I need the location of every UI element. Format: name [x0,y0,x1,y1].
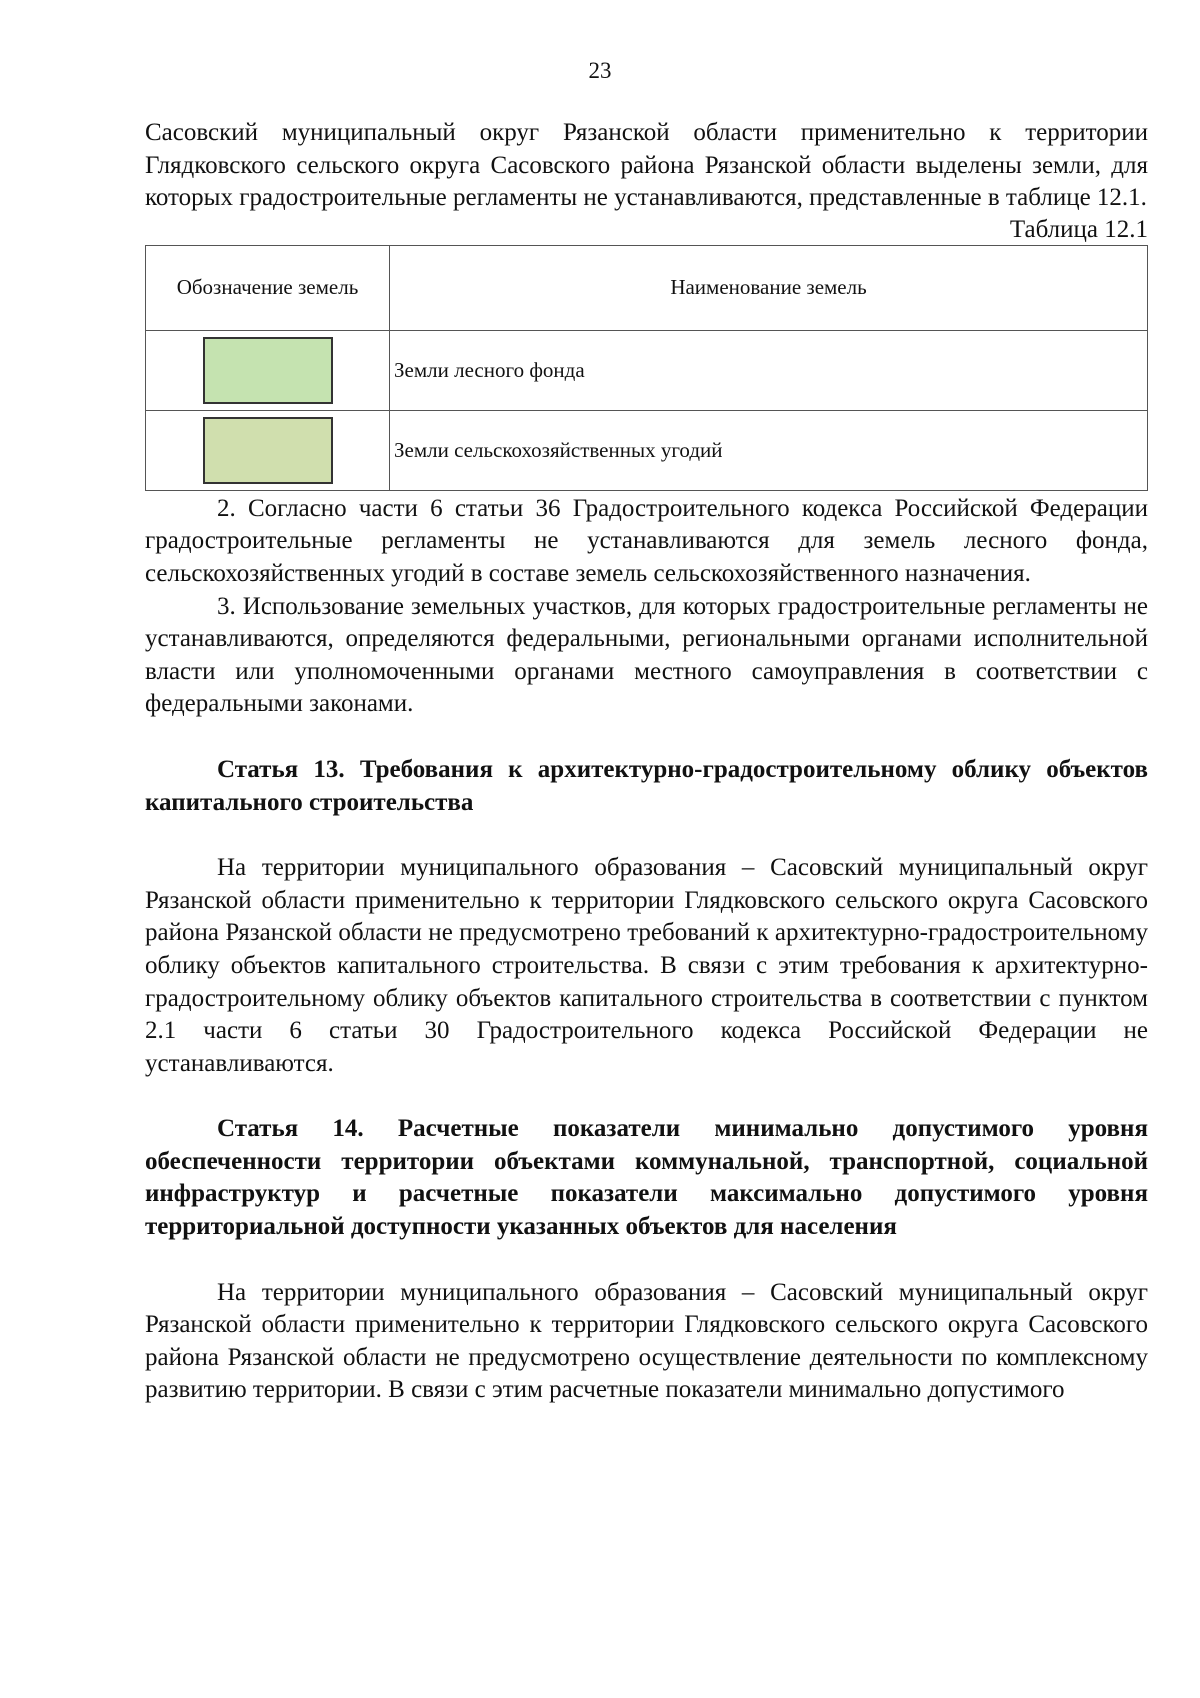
swatch-cell [146,330,390,410]
header-name-cell: Наименование земель [390,245,1148,330]
spacer [145,1244,1148,1277]
page-number: 23 [588,58,612,83]
page-content [145,117,1148,1407]
item-3-paragraph: 3. Использование земельных участков, для которых градостроительные регламенты не устанавливаются, определяются федеральными, региональными органами исполнительной власти или уполномоченными органами местного самоуправления в соответствии с федеральными законами. [145,592,1148,718]
header-sign-cell: Обозначение земель [146,245,390,330]
land-name-cell: Земли лесного фонда [390,330,1148,410]
table-row [146,330,1148,410]
forest-land-swatch [203,337,333,404]
article-13-body: На территории муниципального образования – Сасовский муниципальный округ Рязанской области применительно к территории Глядковского сельского округа Сасовского района Рязанской области не предусмотрено требований к архитектурно-градостроительному облику объектов капитального строительства. В связи с этим требования к архитектурно-градостроительному облику объектов капитального строительства в соответствии с пунктом 2.1 части 6 статьи 30 Градостроительного кодекса Российской Федерации не устанавливаются. [145,854,1148,1077]
swatch-cell [146,410,390,490]
table-header-row [146,245,1148,330]
spacer [145,721,1148,754]
land-legend-table [145,245,1148,491]
spacer [145,819,1148,852]
intro-paragraph: Сасовский муниципальный округ Рязанской области применительно к территории Глядковского сельского округа Сасовского района Рязанской области выделены земли, для которых градостроительные регламенты не устанавливаются, представленные в таблице 12.1. [145,119,1148,212]
item-2-paragraph: 2. Согласно части 6 статьи 36 Градостроительного кодекса Российской Федерации градостроительные регламенты не устанавливаются для земель лесного фонда, сельскохозяйственных угодий в составе земель сельскохозяйственного назначения. [145,494,1148,587]
article-14-body: На территории муниципального образования – Сасовский муниципальный округ Рязанской области применительно к территории Глядковского сельского округа Сасовского района Рязанской области не предусмотрено осуществление деятельности по комплексному развитию территории. В связи с этим расчетные показатели минимально допустимого [145,1278,1148,1404]
article-14-heading: Статья 14. Расчетные показатели минимально допустимого уровня обеспеченности территории объектами коммунальной, транспортной, социальной инфраструктур и расчетные показатели максимально допустимого уровня территориальной доступности указанных объектов для населения [145,1115,1148,1241]
article-13-heading: Статья 13. Требования к архитектурно-градостроительному облику объектов капитального строительства [145,755,1148,816]
table-row [146,410,1148,490]
spacer [145,1080,1148,1113]
agricultural-land-swatch [203,417,333,484]
table-caption: Таблица 12.1 [1009,215,1148,243]
land-name-cell: Земли сельскохозяйственных угодий [390,410,1148,490]
